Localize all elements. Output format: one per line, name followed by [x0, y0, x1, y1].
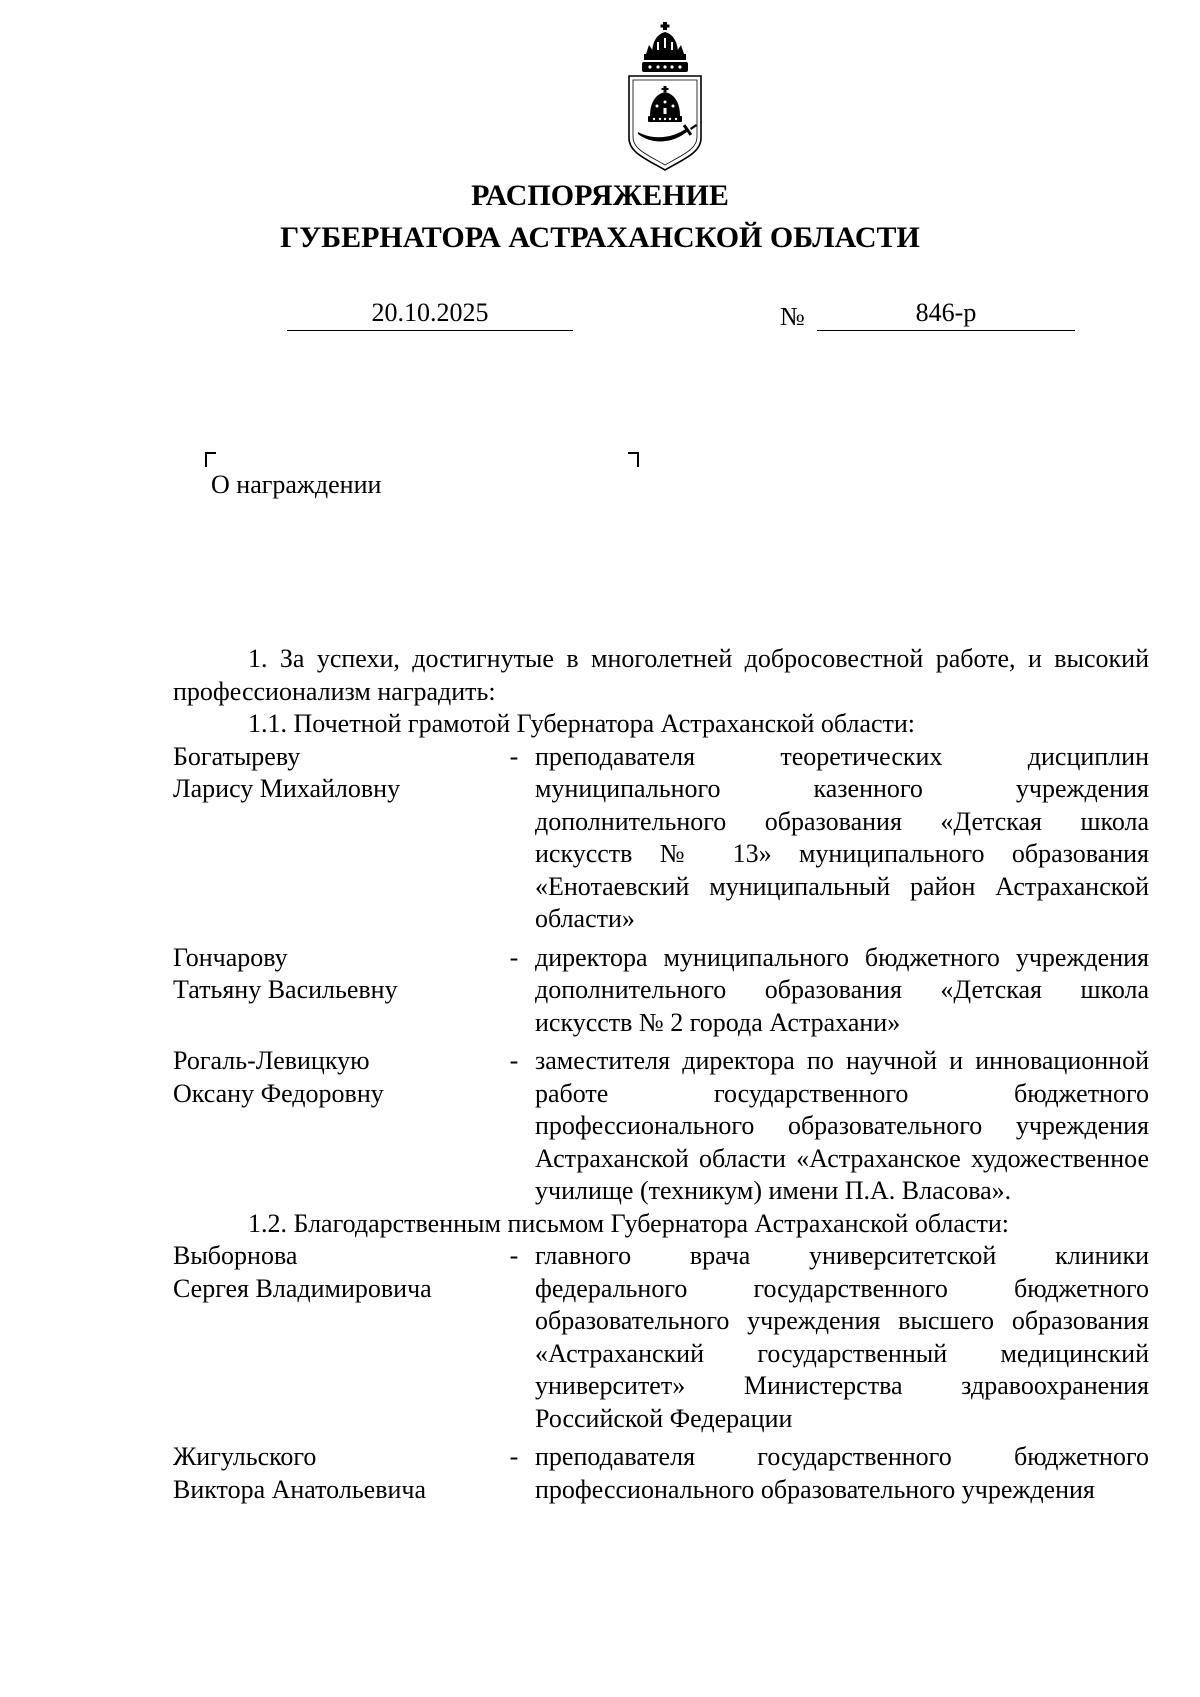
subject-corner-left-mark: [205, 452, 216, 467]
entry-dash: -: [509, 741, 519, 771]
recipient-surname: Рогаль-Левицкую: [173, 1046, 370, 1075]
recipient-given-names: Ларису Михайловну: [173, 774, 401, 803]
recipient-given-names: Сергея Владимировича: [173, 1273, 432, 1303]
award-entry: [173, 1240, 1149, 1435]
recipient-surname: Жигульского: [173, 1442, 317, 1471]
astrakhan-coat-of-arms-icon: [624, 20, 706, 172]
recipient-given-names: Оксану Федоровну: [173, 1078, 384, 1108]
entry-dash: -: [509, 1241, 519, 1270]
section-heading: 1.1. Почетной грамотой Губернатора Астраханской области:: [248, 709, 916, 738]
recipient-name: [173, 741, 493, 936]
section-heading: 1.2. Благодарственным письмом Губернатора Астраханской области:: [248, 1208, 1009, 1238]
recipient-position: главного врача университетской клиники федерального государственного бюджетного образовательного учреждения высшего образования «Астраханский государственный медицинский университет» Министерства здравоохранения Российской Федерации: [535, 1241, 1149, 1433]
recipient-surname: Выборнова: [173, 1241, 298, 1270]
recipient-name: [173, 1441, 493, 1506]
document-subject: О награждении: [211, 470, 382, 499]
recipient-given-names: Татьяну Васильевну: [173, 975, 398, 1004]
award-entry: [173, 741, 1149, 936]
recipient-name: [173, 1240, 493, 1435]
document-body: [173, 643, 1149, 1506]
entry-dash: -: [509, 1046, 519, 1075]
issuer-title: ГУБЕРНАТОРА АСТРАХАНСКОЙ ОБЛАСТИ: [280, 221, 920, 254]
award-entry: [173, 1045, 1149, 1208]
document-date: 20.10.2025: [287, 296, 573, 331]
award-entry: [173, 942, 1149, 1040]
recipient-name: [173, 942, 493, 1040]
recipient-position: преподавателя теоретических дисциплин муниципального казенного учреждения дополнительного образования «Детская школа искусств № 13» муниципального образования «Енотаевский муниципальный район Астраханской области»: [535, 741, 1149, 933]
document-number: 846-р: [817, 296, 1075, 331]
intro-paragraph: 1. За успехи, достигнутые в многолетней добросовестной работе, и высокий профессионализм наградить:: [173, 644, 1149, 706]
recipient-position: преподавателя государственного бюджетного профессионального образовательного учреждения: [535, 1442, 1149, 1504]
recipient-surname: Гончарову: [173, 942, 288, 972]
number-sign: №: [780, 302, 805, 331]
award-entry: [173, 1441, 1149, 1506]
subject-corner-right-mark: [628, 452, 639, 467]
entry-dash: -: [509, 942, 519, 972]
recipient-given-names: Виктора Анатольевича: [173, 1474, 427, 1504]
recipient-name: [173, 1045, 493, 1208]
document-type-title: РАСПОРЯЖЕНИЕ: [471, 179, 729, 212]
entry-dash: -: [509, 1442, 519, 1471]
recipient-surname: Богатыреву: [173, 741, 301, 771]
recipient-position: заместителя директора по научной и инновационной работе государственного бюджетного профессионального образовательного учреждения Астраханской области «Астраханское художественное училище (техникум) имени П.А. Власова».: [535, 1046, 1149, 1205]
recipient-position: директора муниципального бюджетного учреждения дополнительного образования «Детская школа искусств № 2 города Астрахани»: [535, 942, 1149, 1037]
